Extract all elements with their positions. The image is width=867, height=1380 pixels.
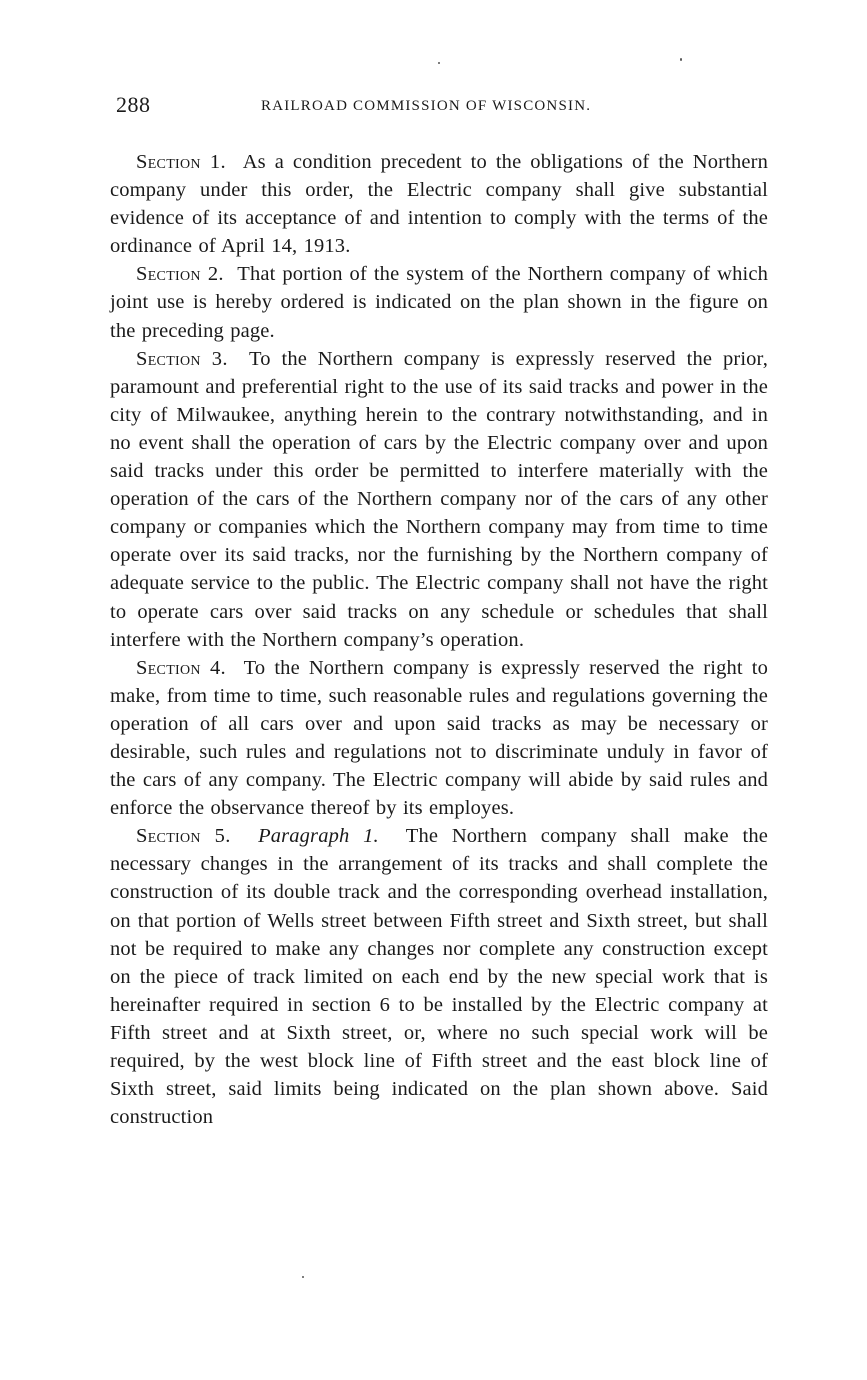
section-label: Section 1. [136,151,226,173]
scan-speck [302,1276,304,1278]
section-1-paragraph [110,148,768,260]
section-2-paragraph [110,260,768,344]
section-5-paragraph [110,822,768,1131]
section-label: Section 5. [136,825,231,848]
section-label: Section 2. [136,263,224,286]
section-3-paragraph [110,345,768,654]
section-4-paragraph [110,654,768,823]
section-text: As a condition precedent to the obligations of the Northern company under this order, the Electric company shall give substantial evidence of its acceptance of and intention to comply with the terms of the ordinance of April 14, 1913. [110,151,768,258]
section-text: The Northern company shall make the necessary changes in the arrangement of its tracks and shall complete the construction of its double track and the corresponding overhead installation, on that portion of Wells street between Fifth street and Sixth street, but shall not be required to make any changes nor complete any construction except on the piece of track limited on each end by the new special work that is hereinafter required in section 6 to be installed by the Electric company at Fifth street and at Sixth street, or, where no such special work will be required, by the west block line of Fifth street and the east block line of Sixth street, said limits being indicated on the plan shown above. Said construction [110,825,768,1129]
section-text: To the Northern company is expressly reserved the right to make, from time to time, such reasonable rules and regulations governing the operation of all cars over and upon said tracks as may be necessary or desirable, such rules and regulations not to discriminate unduly in favor of the cars of any company. The Electric company will abide by said rules and enforce the observance thereof by its employes. [110,656,768,820]
scan-speck [438,62,440,64]
scan-speck [680,58,682,61]
body-text [110,148,768,1131]
journal-title: RAILROAD COMMISSION OF WISCONSIN. [261,98,592,114]
section-label: Section 3. [136,347,228,370]
running-head [116,92,776,122]
page-number: 288 [116,92,151,117]
section-text: That portion of the system of the Northern company of which joint use is hereby ordered is indicated on the plan shown in the figure on the preceding page. [110,263,768,342]
paragraph-label: Paragraph 1. [258,825,379,848]
section-label: Section 4. [136,656,226,679]
section-text: To the Northern company is expressly reserved the prior, paramount and preferential right to the use of its said tracks and power in the city of Milwaukee, anything herein to the contrary notwithstanding, and in no event shall the operation of cars by the Electric company over and upon said tracks under this order be permitted to interfere materially with the operation of the cars of the Northern company nor of the cars of any other company or companies which the Northern company may from time to time operate over its said tracks, nor the furnishing by the Northern company of adequate service to the public. The Electric company shall not have the right to operate cars over said tracks on any schedule or schedules that shall interfere with the Northern company’s operation. [110,347,768,651]
